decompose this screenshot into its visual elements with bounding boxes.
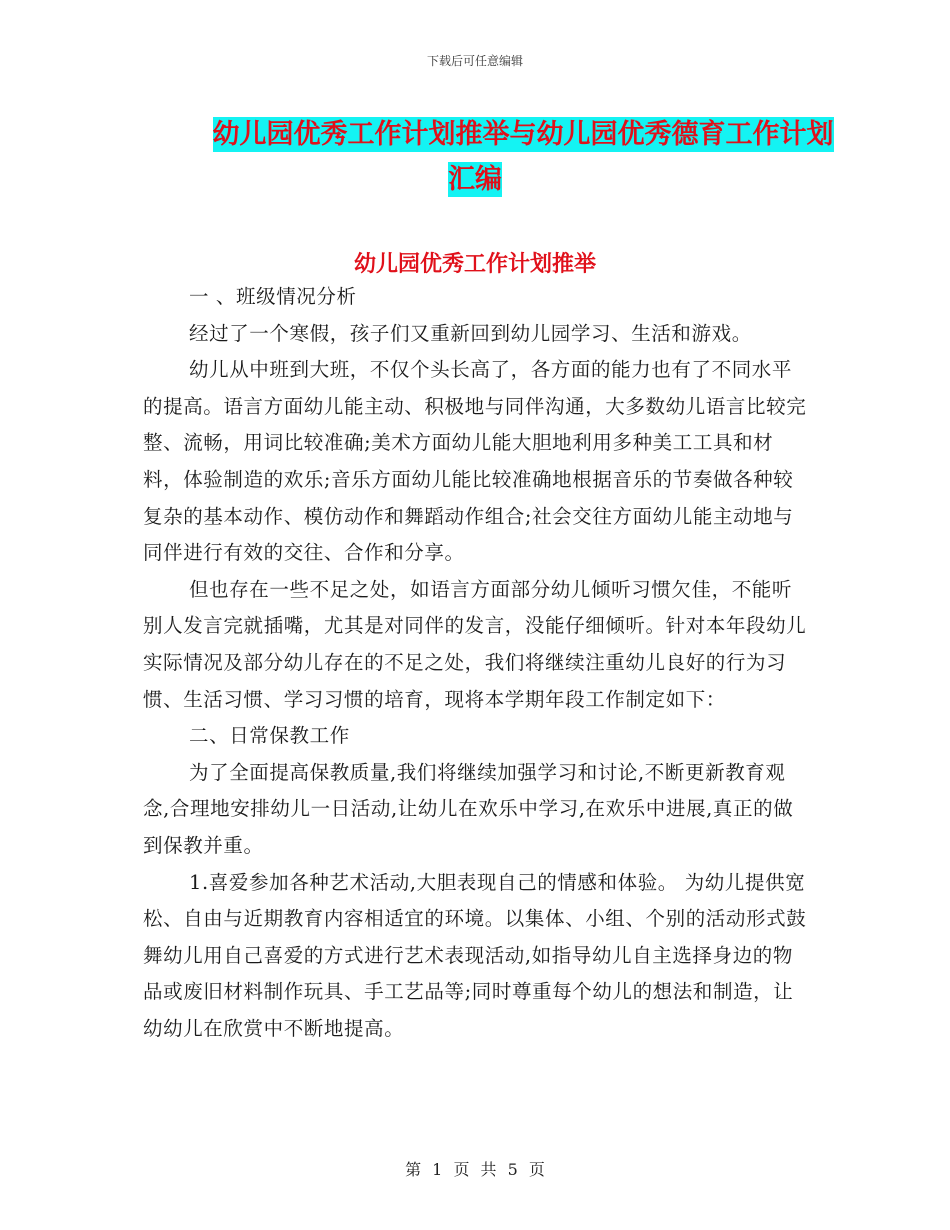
paragraph: 1.喜爱参加各种艺术活动,大胆表现自己的情感和体验。 为幼儿提供宽松、自由与近期教育内容相适宜的环境。以集体、小组、个别的活动形式鼓舞幼儿用自己喜爱的方式进行艺术表现活动,如指导幼儿自主选择身边的物品或废旧材料制作玩具、手工艺品等;同时尊重每个幼儿的想法和制造，让幼幼儿在欣赏中不断地提高。 <box>143 870 807 1040</box>
paragraph: 经过了一个寒假，孩子们又重新回到幼儿园学习、生活和游戏。 <box>189 321 752 345</box>
body-text <box>143 279 810 1047</box>
paragraph: 一 、班级情况分析 <box>189 285 357 308</box>
paragraph: 二、日常保教工作 <box>189 724 350 748</box>
document-title-line-2 <box>0 157 950 196</box>
paragraph: 为了全面提高保教质量,我们将继续加强学习和讨论,不断更新教育观念,合理地安排幼儿一日活动,让幼儿在欢乐中学习,在欢乐中进展,真正的做到保教并重。 <box>143 760 794 857</box>
paragraph: 幼儿从中班到大班，不仅个头长高了，各方面的能力也有了不同水平的提高。语言方面幼儿能主动、积极地与同伴沟通，大多数幼儿语言比较完整、流畅，用词比较准确;美术方面幼儿能大胆地利用多种美工工具和材料，体验制造的欢乐;音乐方面幼儿能比较准确地根据音乐的节奏做各种较复杂的基本动作、模仿动作和舞蹈动作组合;社会交往方面幼儿能主动地与同伴进行有效的交往、合作和分享。 <box>143 358 807 565</box>
header-note: 下载后可任意编辑 <box>426 54 523 68</box>
title-highlight-2: 汇编 <box>448 164 502 195</box>
section-subtitle: 幼儿园优秀工作计划推举 <box>353 252 596 277</box>
page-footer: 第 1 页 共 5 页 <box>405 1160 545 1179</box>
document-title-line-1 <box>48 112 950 151</box>
paragraph: 但也存在一些不足之处，如语言方面部分幼儿倾听习惯欠佳，不能听别人发言完就插嘴，尤其是对同伴的发言，没能仔细倾听。针对本年段幼儿实际情况及部分幼儿存在的不足之处，我们将继续注重幼儿良好的行为习惯、生活习惯、学习习惯的培育，现将本学期年段工作制定如下： <box>143 577 807 711</box>
title-highlight-1: 幼儿园优秀工作计划推举与幼儿园优秀德育工作计划 <box>212 119 834 150</box>
